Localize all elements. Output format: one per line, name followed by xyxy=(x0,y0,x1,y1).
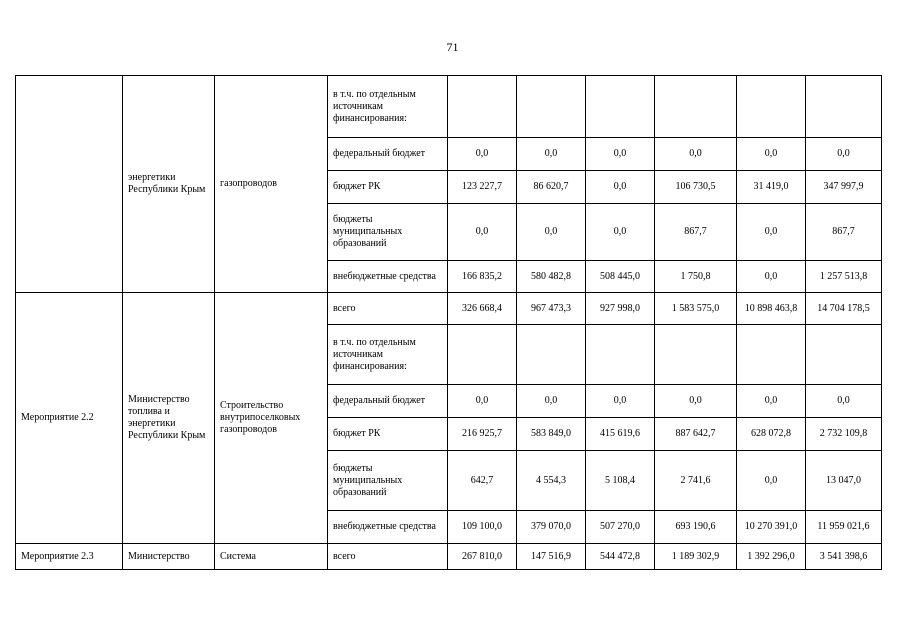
amount-cell: 0,0 xyxy=(737,261,806,293)
amount-cell: 86 620,7 xyxy=(517,171,586,204)
amount-cell: 147 516,9 xyxy=(517,544,586,570)
amount-cell: 1 392 296,0 xyxy=(737,544,806,570)
amount-cell: 5 108,4 xyxy=(586,451,655,511)
amount-cell: 0,0 xyxy=(586,138,655,171)
amount-cell xyxy=(448,325,517,385)
amount-cell: 3 541 398,6 xyxy=(806,544,882,570)
amount-cell: 123 227,7 xyxy=(448,171,517,204)
amount-cell: 415 619,6 xyxy=(586,418,655,451)
amount-cell xyxy=(586,325,655,385)
object-cell: Строительство внутрипоселковых газопроводов xyxy=(215,293,328,544)
amount-cell xyxy=(655,76,737,138)
amount-cell: 10 270 391,0 xyxy=(737,511,806,544)
amount-cell: 583 849,0 xyxy=(517,418,586,451)
amount-cell: 544 472,8 xyxy=(586,544,655,570)
amount-cell: 0,0 xyxy=(517,204,586,261)
amount-cell xyxy=(737,76,806,138)
amount-cell: 0,0 xyxy=(806,138,882,171)
amount-cell: 0,0 xyxy=(517,138,586,171)
object-cell: Система xyxy=(215,544,328,570)
amount-cell: 267 810,0 xyxy=(448,544,517,570)
amount-cell: 216 925,7 xyxy=(448,418,517,451)
funding-table xyxy=(15,75,882,570)
amount-cell: 0,0 xyxy=(448,204,517,261)
amount-cell: 0,0 xyxy=(448,385,517,418)
amount-cell: 0,0 xyxy=(737,385,806,418)
funding-source-cell: в т.ч. по отдельным источникам финансирования: xyxy=(328,325,448,385)
amount-cell xyxy=(737,325,806,385)
amount-cell: 693 190,6 xyxy=(655,511,737,544)
amount-cell: 0,0 xyxy=(586,385,655,418)
funding-source-cell: в т.ч. по отдельным источникам финансирования: xyxy=(328,76,448,138)
table-body xyxy=(16,76,882,570)
funding-source-cell: бюджеты муниципальных образований xyxy=(328,451,448,511)
amount-cell: 0,0 xyxy=(737,451,806,511)
amount-cell xyxy=(806,76,882,138)
amount-cell: 867,7 xyxy=(806,204,882,261)
amount-cell: 867,7 xyxy=(655,204,737,261)
amount-cell: 379 070,0 xyxy=(517,511,586,544)
amount-cell: 0,0 xyxy=(586,171,655,204)
amount-cell: 10 898 463,8 xyxy=(737,293,806,325)
amount-cell xyxy=(517,325,586,385)
event-cell: Мероприятие 2.2 xyxy=(16,293,123,544)
funding-source-cell: внебюджетные средства xyxy=(328,261,448,293)
amount-cell: 106 730,5 xyxy=(655,171,737,204)
funding-source-cell: всего xyxy=(328,544,448,570)
executor-cell: Министерство xyxy=(123,544,215,570)
amount-cell: 927 998,0 xyxy=(586,293,655,325)
amount-cell xyxy=(517,76,586,138)
executor-cell: энергетики Республики Крым xyxy=(123,76,215,293)
amount-cell: 1 750,8 xyxy=(655,261,737,293)
table-row xyxy=(16,293,882,325)
amount-cell: 887 642,7 xyxy=(655,418,737,451)
executor-cell: Министерство топлива и энергетики Республики Крым xyxy=(123,293,215,544)
amount-cell: 1 257 513,8 xyxy=(806,261,882,293)
amount-cell: 508 445,0 xyxy=(586,261,655,293)
amount-cell: 109 100,0 xyxy=(448,511,517,544)
funding-source-cell: бюджет РК xyxy=(328,171,448,204)
amount-cell: 166 835,2 xyxy=(448,261,517,293)
amount-cell: 347 997,9 xyxy=(806,171,882,204)
amount-cell xyxy=(655,325,737,385)
amount-cell: 0,0 xyxy=(737,204,806,261)
amount-cell: 1 583 575,0 xyxy=(655,293,737,325)
amount-cell: 0,0 xyxy=(448,138,517,171)
funding-source-cell: бюджеты муниципальных образований xyxy=(328,204,448,261)
object-cell: газопроводов xyxy=(215,76,328,293)
amount-cell: 580 482,8 xyxy=(517,261,586,293)
amount-cell: 0,0 xyxy=(655,138,737,171)
amount-cell: 0,0 xyxy=(517,385,586,418)
amount-cell: 0,0 xyxy=(586,204,655,261)
amount-cell: 2 732 109,8 xyxy=(806,418,882,451)
amount-cell: 0,0 xyxy=(655,385,737,418)
amount-cell xyxy=(586,76,655,138)
amount-cell: 628 072,8 xyxy=(737,418,806,451)
event-cell: Мероприятие 2.3 xyxy=(16,544,123,570)
amount-cell: 507 270,0 xyxy=(586,511,655,544)
amount-cell: 4 554,3 xyxy=(517,451,586,511)
amount-cell: 2 741,6 xyxy=(655,451,737,511)
event-cell xyxy=(16,76,123,293)
table-row xyxy=(16,76,882,138)
amount-cell: 0,0 xyxy=(806,385,882,418)
amount-cell xyxy=(448,76,517,138)
amount-cell: 326 668,4 xyxy=(448,293,517,325)
page-number: 71 xyxy=(446,40,459,54)
amount-cell: 11 959 021,6 xyxy=(806,511,882,544)
amount-cell: 642,7 xyxy=(448,451,517,511)
funding-source-cell: бюджет РК xyxy=(328,418,448,451)
amount-cell: 14 704 178,5 xyxy=(806,293,882,325)
amount-cell: 13 047,0 xyxy=(806,451,882,511)
funding-source-cell: федеральный бюджет xyxy=(328,138,448,171)
funding-source-cell: федеральный бюджет xyxy=(328,385,448,418)
funding-source-cell: всего xyxy=(328,293,448,325)
amount-cell: 1 189 302,9 xyxy=(655,544,737,570)
funding-source-cell: внебюджетные средства xyxy=(328,511,448,544)
amount-cell: 31 419,0 xyxy=(737,171,806,204)
amount-cell xyxy=(806,325,882,385)
amount-cell: 0,0 xyxy=(737,138,806,171)
table-row xyxy=(16,544,882,570)
amount-cell: 967 473,3 xyxy=(517,293,586,325)
